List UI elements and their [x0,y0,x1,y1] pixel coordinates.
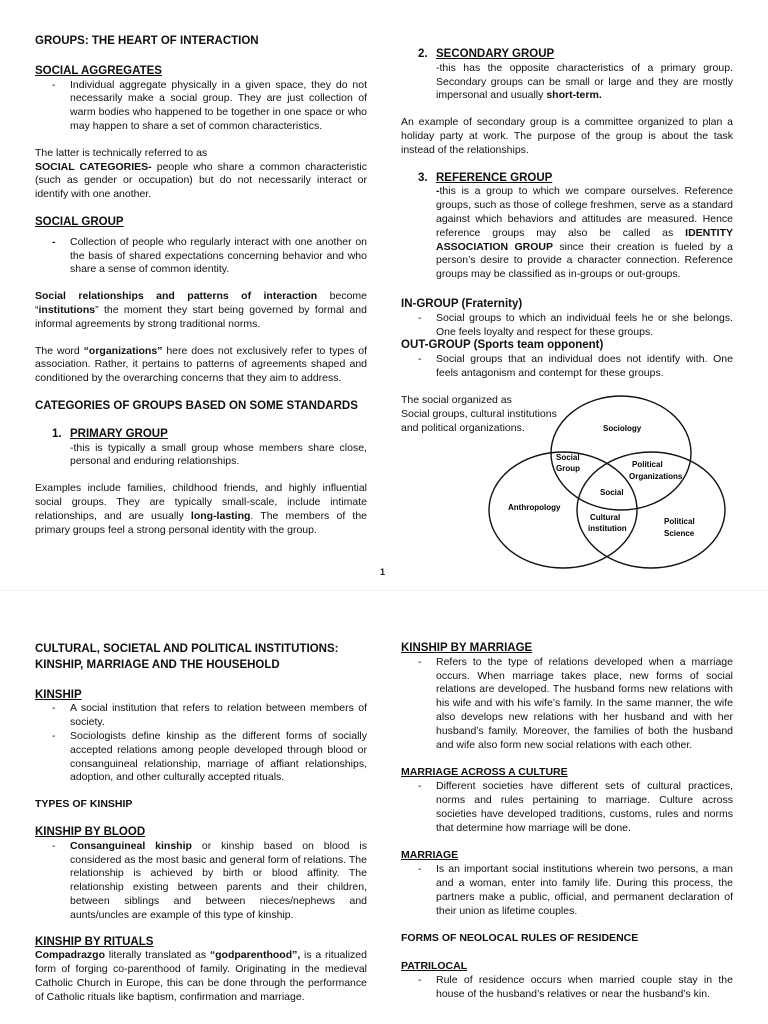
marriage-heading: MARRIAGE [401,849,459,862]
reference-group-title: REFERENCE GROUP [436,171,553,184]
reference-text: this is a group to which we compare ourselves. Reference groups, such as those of college freshmen, serve as a standard against which behaviors and attitudes are measured. Hence reference groups may also be called as [436,185,733,239]
secondary-group-title: SECONDARY GROUP [436,48,555,60]
kinship-list [35,702,367,785]
marriage-across-culture-list [401,780,733,835]
political-science-label: Science [664,529,695,538]
list-item: - Is an important social institutions wherein two persons, a man and a woman, enter into family life. During this process, the partners make a public, official, and permanent declaration of their union as lifetime couples. [401,863,733,918]
list-item: - Rule of residence occurs when married couple stay in the house of the husband’s relatives or near the husband’s kin. [401,974,733,1002]
page1-right-column [401,48,733,381]
kinship-heading: KINSHIP [35,688,82,701]
reference-dash: - [436,185,440,198]
list-item: - A social institution that refers to relation between members of society. [35,702,367,730]
page1-left-column [35,35,367,537]
marriage-list [401,863,733,918]
in-group-list [401,312,733,340]
in-group-heading: IN-GROUP (Fraternity) [401,297,523,310]
venn-diagram [480,395,740,570]
neolocal-rules-heading: FORMS OF NEOLOCAL RULES OF RESIDENCE [401,932,639,945]
kinship-by-blood-text: or kinship based on blood is considered as the most basic and general form of relations. The relationship is achieved by birth or blood affinity. The relationship existing between parents and their children, between siblings and between nieces/nephews and aunts/uncles are example of this type of kinship. [70,839,367,921]
reference-text-rest: since their creation is fueled by a person’s desire to provide a character connection. Reference groups may be classified as in-groups or out-groups. [436,240,733,281]
list-item [35,840,367,923]
list-item: - Different societies have different sets of cultural practices, norms and rules pertaining to marriage. Culture across societies have developed traditions, customs, rules and norms that determine how marriage will be done. [401,780,733,835]
diagram-caption-line: The social organized as [401,394,512,406]
compadrazgo-term: Compadrazgo [35,949,106,962]
relationships-lead: Social relationships and patterns of interaction [35,290,318,303]
primary-examples-paragraph [35,482,367,537]
primary-group-number: 1. [52,427,62,440]
organizations-paragraph [35,345,367,386]
social-group-list [35,236,367,277]
relationships-paragraph [35,290,367,331]
social-aggregates-heading: SOCIAL AGGREGATES [35,64,162,77]
kinship-by-blood-heading: KINSHIP BY BLOOD [35,825,146,838]
organizations-text: here does not exclusively refer to types of association. Rather, it pertains to patterns of agreements shaped and conditioned by the overarching concerns that they aim to address. [35,344,368,385]
types-of-kinship-heading: TYPES OF KINSHIP [35,798,133,811]
diagram-caption-line: Social groups, cultural institutions [401,407,557,420]
social-categories-paragraph [35,161,367,202]
organizations-term: “organizations” [83,344,163,357]
social-categories-term: SOCIAL CATEGORIES- [35,160,152,173]
list-item: - Social groups that an individual does not identify with. One feels antagonism and contempt for these groups. [401,353,733,381]
page-title: GROUPS: THE HEART OF INTERACTION [35,35,259,47]
cultural-institution-label: Cultural [590,513,621,522]
list-item: - Social groups to which an individual feels he or she belongs. One feels loyalty and respect for these groups. [401,312,733,340]
primary-group-body: -this is typically a small group whose members share close, personal and enduring relationships. [70,441,367,468]
list-item: - Individual aggregate physically in a given space, they do not necessarily make a social group. They are just collection of warm bodies who happened to be together in one space or who may happen to share a set of common characteristics. [35,79,367,134]
political-organizations-label: Political [632,460,663,469]
social-aggregates-list [35,79,367,134]
latter-line: The latter is technically referred to as [35,146,208,159]
institutions-term: institutions [38,303,96,316]
social-group-label: Social [556,453,580,462]
political-science-circle [577,452,725,568]
godparenthood-term: “godparenthood”, [209,949,301,962]
page-number: 1 [380,567,386,577]
out-group-list [401,353,733,381]
document-page-2 [0,590,768,1024]
kinship-by-marriage-heading: KINSHIP BY MARRIAGE [401,642,533,654]
anthropology-label: Anthropology [508,503,561,512]
primary-group-title: PRIMARY GROUP [70,427,168,440]
identity-association-term: IDENTITY ASSOCIATION GROUP [436,226,733,253]
social-center-label: Social [600,488,624,497]
list-item: - Refers to the type of relations developed when a marriage occurs. When marriage takes place, new forms of social relations are developed. The husband forms new relations with his wife and with his wife’s family. In the same manner, the wife also develops new relations with her husband and with her husband’s family. Moreover, the families of both the husband and wife also form new social relations with each other. [401,656,733,753]
sociology-label: Sociology [603,424,642,433]
cultural-institution-label: institution [588,524,627,533]
list-item: - Sociologists define kinship as the different forms of socially accepted relations among people developed through blood or consanguineal relationship, marriage of affiant relationships, adoption, and other culturally accepted rituals. [35,730,367,785]
secondary-group-heading [401,48,733,62]
short-term-term: short-term. [546,89,602,102]
categories-heading: CATEGORIES OF GROUPS BASED ON SOME STANDARDS [35,399,358,412]
patrilocal-heading: PATRILOCAL [401,960,468,973]
section-title-line: KINSHIP, MARRIAGE AND THE HOUSEHOLD [35,658,280,671]
secondary-group-text: -this has the opposite characteristics of a primary group. Secondary groups can be small or large and they are mostly impersonal and usually [436,61,733,102]
political-science-label: Political [664,517,695,526]
patrilocal-list [401,974,733,1002]
kinship-by-marriage-list [401,656,733,753]
relationships-text: become “ [35,290,367,316]
secondary-example-paragraph: An example of secondary group is a committee organized to plan a holiday party at work. The purpose of the group is about the task instead of the relationships. [401,116,733,156]
kinship-by-rituals-heading: KINSHIP BY RITUALS [35,935,154,948]
rituals-text: literally translated as [105,949,210,962]
kinship-by-rituals-paragraph [35,949,367,1004]
secondary-group-body [401,62,733,103]
primary-examples-rest: . The members of the primary groups feel a strong personal identity with the group. [35,509,367,536]
primary-group-heading [35,428,367,442]
consanguineal-term: Consanguineal kinship [70,839,192,852]
rituals-text-rest: is a ritualized form of forging co-parenthood of family. Originating in the medieval Catholic Church in Europe, this can be done through the performance of Catholic rituals like baptism, confirmation and marriage. [35,949,367,1003]
primary-examples-text: Examples include families, childhood friends, and highly influential social groups. They are typically small-scale, include intimate relationships, and are usually [35,482,367,522]
out-group-heading: OUT-GROUP (Sports team opponent) [401,339,604,352]
section-title-line: CULTURAL, SOCIETAL AND POLITICAL INSTITUTIONS: [35,643,339,655]
kinship-by-blood-list [35,840,367,923]
reference-group-body [401,185,733,282]
reference-group-heading [401,172,733,186]
social-group-heading: SOCIAL GROUP [35,215,124,228]
organizations-lead: The word [35,344,84,357]
list-item: - Collection of people who regularly interact with one another on the basis of shared expectations concerning behavior and who share a sense of common identity. [35,236,367,277]
diagram-caption-line: and political organizations. [401,421,525,434]
social-group-label: Group [556,464,580,473]
secondary-group-number: 2. [418,48,428,60]
reference-group-number: 3. [418,171,428,184]
marriage-across-culture-heading: MARRIAGE ACROSS A CULTURE [401,766,568,779]
relationships-text-rest: ” the moment they start being governed by formal and informal agreements by strong traditional norms. [35,303,367,330]
page2-right-column [401,642,733,1002]
social-categories-text: people who share a common characteristic (such as gender or occupation) but do not necessarily interact or identify with one another. [35,160,367,201]
political-organizations-label: Organizations [629,472,683,481]
page2-left-column [35,643,367,1005]
long-lasting-term: long-lasting [190,509,251,522]
